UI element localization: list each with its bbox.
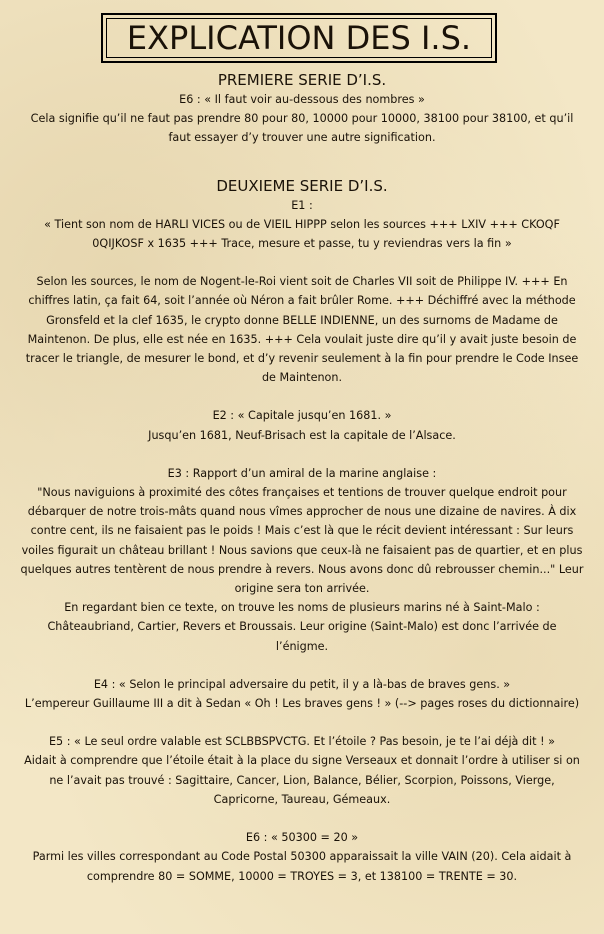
e2-heading: E2 : « Capitale jusqu’en 1681. » (212, 409, 392, 423)
spacer (20, 713, 584, 732)
spacer (20, 148, 584, 167)
e4-heading: E4 : « Selon le principal adversaire du petit, il y a là-bas de braves gens. » (93, 677, 511, 691)
e6-heading: E6 : « 50300 = 20 » (245, 831, 359, 845)
section-title-deuxieme-serie: DEUXIEME SERIE D’I.S. (216, 176, 388, 195)
e2-explanation: Jusqu’en 1681, Neuf-Brisach est la capitale de l’Alsace. (148, 428, 456, 442)
e3-explanation: En regardant bien ce texte, on trouve les noms de plusieurs marins né à Saint-Malo : Châteaubriand, Cartier, Revers et Broussais. Leur origine (Saint-Malo) est donc l’arrivée de l’énigme. (47, 601, 557, 653)
e5-heading: E5 : « Le seul ordre valable est SCLBBSPVCTG. Et l’étoile ? Pas besoin, je te l’ai déjà dit ! » (48, 735, 555, 749)
e3-quote: "Nous naviguions à proximité des côtes françaises et tentions de trouver quelque endroit pour débarquer de notre trois-mâts quand nous vîmes approcher de nous une dizaine de navires. À dix contre cent, ils ne faisaient pas le poids ! Mais c’est là que le récit devient intéressant : Sur leurs voiles figurait un château brillant ! Nous savions que ceux-là ne faisaient pas de quartier, et en plus quelques autres tentèrent de nous prendre à revers. Nous avons donc dû rebrousser chemin..." Leur origine sera ton arrivée. (20, 486, 584, 596)
e1-heading: E1 : (291, 198, 313, 212)
e4-explanation: L’empereur Guillaume III a dit à Sedan « Oh ! Les braves gens ! » (--> pages roses du dictionnaire) (24, 697, 580, 711)
spacer (20, 656, 584, 675)
spacer (20, 809, 584, 828)
page-title: EXPLICATION DES I.S. (106, 18, 492, 58)
premiere-e6-text: Cela signifie qu’il ne faut pas prendre 80 pour 80, 10000 pour 10000, 38100 pour 38100, et qu’il faut essayer d’y trouver une autre signification. (30, 112, 574, 145)
e5-explanation: Aidait à comprendre que l’étoile était à la place du signe Verseaux et donnait l’ordre à utiliser si on ne l’avait pas trouvé : Sagittaire, Cancer, Lion, Balance, Bélier, Scorpion, Poissons, Vierge, Capricorne, Taureau, Gémeaux. (24, 754, 580, 806)
e1-quote: « Tient son nom de HARLI VICES ou de VIEIL HIPPP selon les sources +++ LXIV +++ CKOQF 0QIJKOSF x 1635 +++ Trace, mesure et passe, tu y reviendras vers la fin » (44, 217, 560, 251)
e3-heading: E3 : Rapport d’un amiral de la marine anglaise : (167, 466, 437, 480)
spacer (20, 445, 584, 464)
premiere-e6-heading: E6 : « Il faut voir au-dessous des nombres » (179, 93, 425, 106)
spacer (20, 167, 584, 176)
spacer (20, 387, 584, 406)
e6-explanation: Parmi les villes correspondant au Code Postal 50300 apparaissait la ville VAIN (20). Cela aidait à comprendre 80 = SOMME, 10000 = TROYES = 3, et 138100 = TRENTE = 30. (32, 850, 572, 883)
e1-explanation: Selon les sources, le nom de Nogent-le-Roi vient soit de Charles VII soit de Philippe IV. +++ En chiffres latin, ça fait 64, soit l’année où Néron a fait brûler Rome. +++ Déchiffré avec la méthode Gronsfeld et la clef 1635, le crypto donne BELLE INDIENNE, un des surnoms de Madame de Maintenon. De plus, elle est née en 1635. +++ Cela voulait juste dire qu’il y avait juste besoin de tracer le triangle, de mesurer le bond, et d’y revenir seulement à la fin pour prendre le Code Insee de Maintenon. (25, 275, 579, 385)
document-body (20, 70, 584, 886)
section-title-premiere-serie: PREMIERE SERIE D’I.S. (217, 71, 387, 89)
spacer (20, 253, 584, 272)
title-frame (101, 13, 497, 63)
